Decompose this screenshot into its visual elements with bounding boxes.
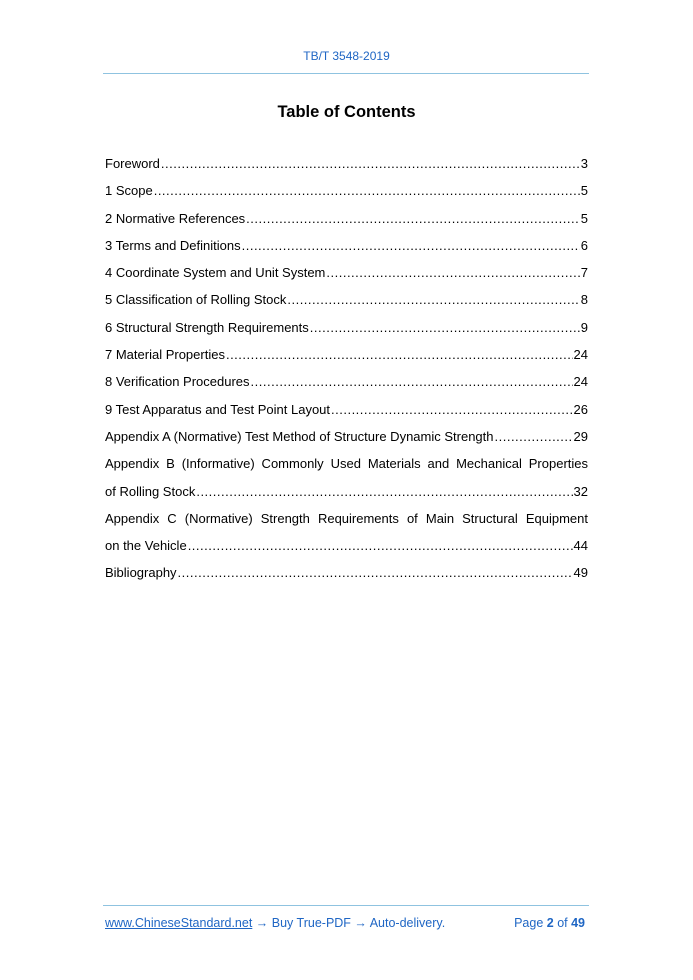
toc-dot-leader [154, 177, 580, 204]
toc-entry-coordinate-system[interactable] [105, 259, 588, 286]
toc-dot-leader [178, 559, 573, 586]
header-divider [103, 73, 589, 74]
toc-dot-leader [251, 368, 573, 395]
toc-entry-classification[interactable] [105, 286, 588, 313]
toc-dot-leader [188, 532, 573, 559]
toc-entry-test-apparatus[interactable] [105, 396, 588, 423]
total-pages: 49 [571, 916, 585, 930]
toc-entry-page: 49 [573, 565, 588, 581]
toc-entry-label: Appendix C (Normative) Strength Requirements of Main Structural Equipment [105, 510, 588, 526]
page-prefix: Page [514, 916, 547, 930]
table-of-contents [105, 150, 588, 587]
toc-entry-label: 2 Normative References [105, 210, 246, 226]
page-of: of [553, 916, 572, 930]
page-title: Table of Contents [277, 103, 416, 121]
toc-entry-label: 8 Verification Procedures [105, 374, 250, 390]
toc-entry-material-properties[interactable] [105, 341, 588, 368]
footer-divider [103, 905, 589, 906]
toc-entry-page: 9 [580, 319, 588, 335]
toc-entry-terms-and-definitions[interactable] [105, 232, 588, 259]
toc-entry-page: 7 [580, 265, 588, 281]
toc-entry-label: Appendix B (Informative) Commonly Used Materials and Mechanical Properties [105, 456, 588, 472]
toc-entry-appendix-b-line2[interactable] [105, 478, 588, 505]
toc-entry-label: 4 Coordinate System and Unit System [105, 265, 326, 281]
toc-dot-leader [310, 314, 580, 341]
toc-entry-page: 6 [580, 237, 588, 253]
toc-dot-leader [326, 259, 579, 286]
toc-entry-appendix-b-line1[interactable] [105, 450, 588, 477]
toc-entry-label: Foreword [105, 156, 160, 171]
toc-entry-label: 6 Structural Strength Requirements [105, 319, 309, 335]
toc-dot-leader [161, 150, 580, 177]
toc-dot-leader [331, 396, 573, 423]
toc-entry-page: 44 [573, 538, 588, 554]
footer-tagline: → Buy True-PDF → Auto-delivery. [252, 916, 446, 930]
toc-entry-appendix-c-line2[interactable] [105, 532, 588, 559]
toc-entry-normative-references[interactable] [105, 205, 588, 232]
page-number [514, 916, 585, 930]
toc-entry-bibliography[interactable] [105, 559, 588, 586]
toc-entry-appendix-a[interactable] [105, 423, 588, 450]
page-footer [105, 916, 585, 930]
toc-entry-label: 1 Scope [105, 183, 153, 199]
toc-dot-leader [287, 286, 579, 313]
toc-entry-label: Appendix A (Normative) Test Method of Structure Dynamic Strength [105, 428, 494, 444]
toc-entry-label: 3 Terms and Definitions [105, 237, 241, 253]
toc-entry-label: on the Vehicle [105, 538, 187, 554]
toc-entry-label: of Rolling Stock [105, 483, 196, 499]
toc-entry-page: 24 [573, 374, 588, 390]
toc-dot-leader [196, 478, 572, 505]
toc-entry-page: 32 [573, 483, 588, 499]
toc-entry-scope[interactable] [105, 177, 588, 204]
toc-entry-label: 7 Material Properties [105, 347, 225, 363]
toc-entry-page: 3 [580, 156, 588, 171]
document-code-header: TB/T 3548-2019 [303, 49, 390, 63]
website-link[interactable]: www.ChineseStandard.net [105, 916, 253, 930]
toc-entry-label: 9 Test Apparatus and Test Point Layout [105, 401, 331, 417]
toc-entry-label: 5 Classification of Rolling Stock [105, 292, 287, 308]
toc-dot-leader [495, 423, 573, 450]
toc-entry-structural-strength[interactable] [105, 314, 588, 341]
toc-dot-leader [246, 205, 580, 232]
toc-dot-leader [242, 232, 580, 259]
toc-dot-leader [226, 341, 573, 368]
toc-entry-page: 26 [573, 401, 588, 417]
current-page: 2 [546, 916, 554, 930]
toc-entry-page: 5 [580, 210, 588, 226]
toc-entry-page: 8 [580, 292, 588, 308]
toc-entry-label: Bibliography [105, 565, 177, 581]
toc-entry-page: 24 [573, 347, 588, 363]
toc-entry-page: 5 [580, 183, 588, 199]
toc-entry-foreword[interactable] [105, 150, 588, 177]
toc-entry-page: 29 [573, 428, 588, 444]
toc-entry-verification-procedures[interactable] [105, 368, 588, 395]
toc-entry-appendix-c-line1[interactable] [105, 505, 588, 532]
